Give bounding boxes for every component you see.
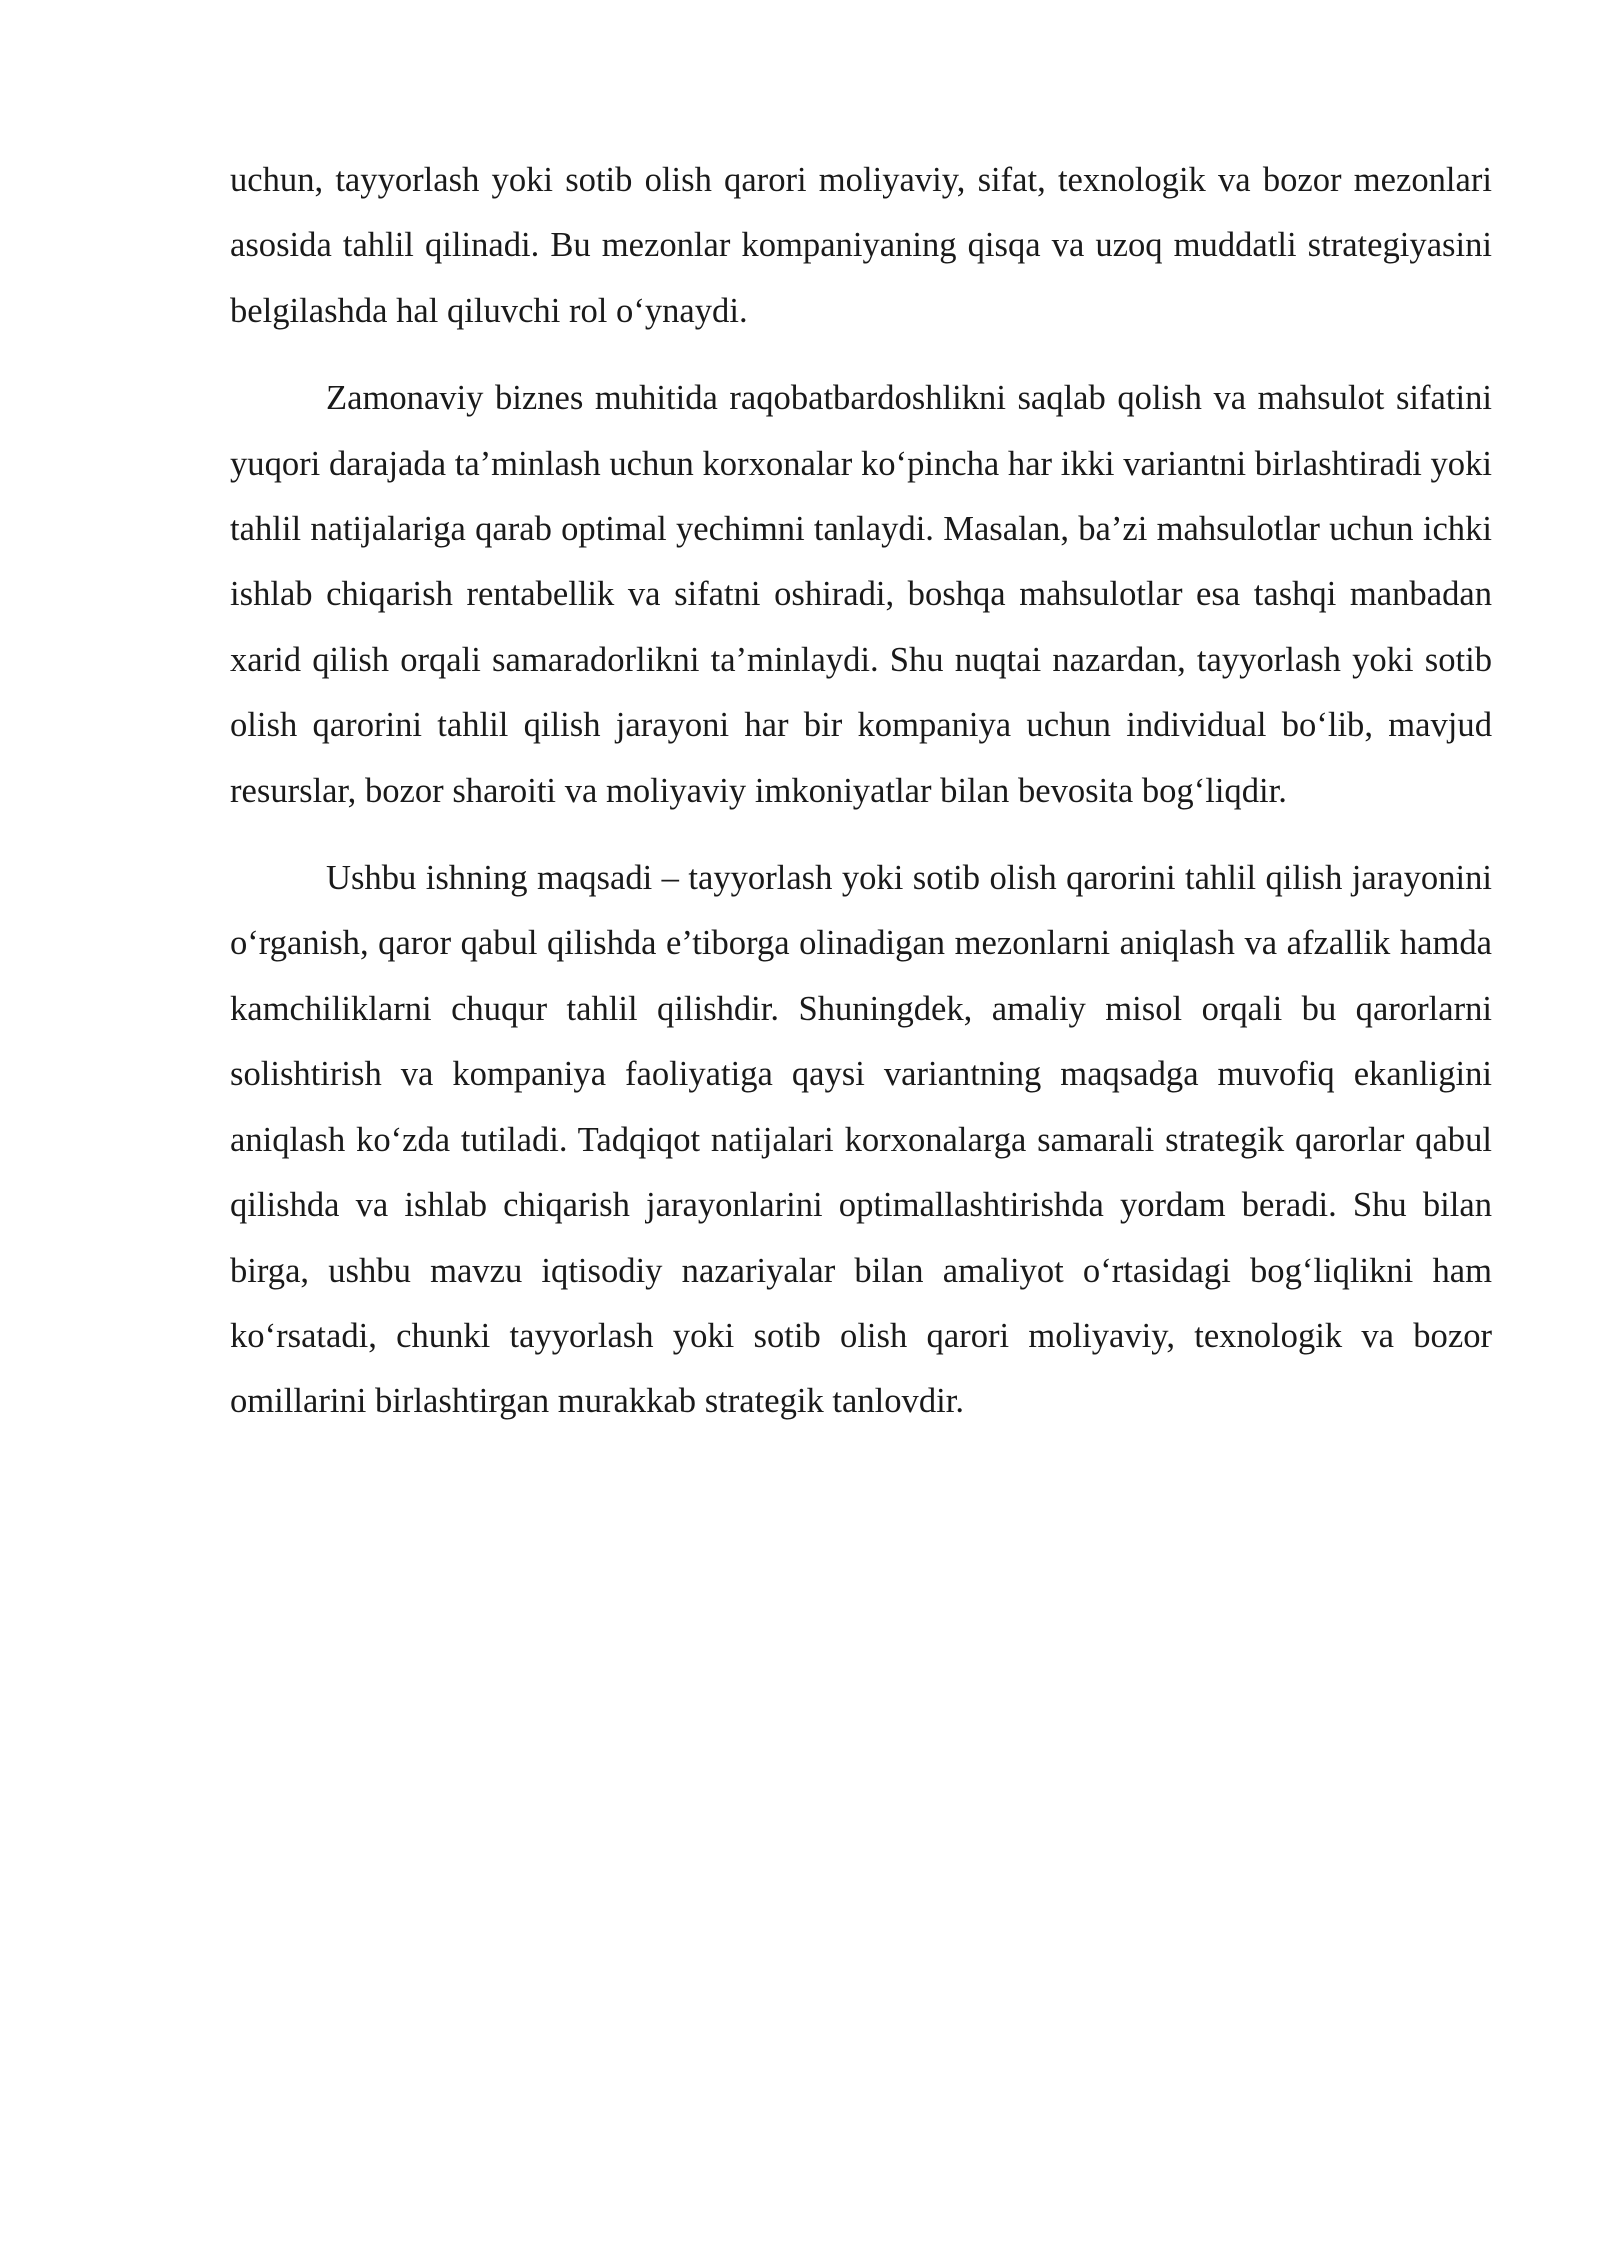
paragraph-business-environment: Zamonaviy biznes muhitida raqobatbardoshlikni saqlab qolish va mahsulot sifatini yuqori darajada ta’minlash uchun korxonalar ko‘pincha har ikki variantni birlashtiradi yoki tahlil natijalariga qarab optimal yechimni tanlaydi. Masalan, ba’zi mahsulotlar uchun ichki ishlab chiqarish rentabellik va sifatni oshiradi, boshqa mahsulotlar esa tashqi manbadan xarid qilish orqali samaradorlikni ta’minlaydi. Shu nuqtai nazardan, tayyorlash yoki sotib olish qarorini tahlil qilish jarayoni har bir kompaniya uchun individual bo‘lib, mavjud resurslar, bozor sharoiti va moliyaviy imkoniyatlar bilan bevosita bog‘liqdir. [230, 379, 1492, 810]
paragraph-work-purpose: Ushbu ishning maqsadi – tayyorlash yoki sotib olish qarorini tahlil qilish jarayonini o‘rganish, qaror qabul qilishda e’tiborga olinadigan mezonlarni aniqlash va afzallik hamda kamchiliklarni chuqur tahlil qilishdir. Shuningdek, amaliy misol orqali bu qarorlarni solishtirish va kompaniya faoliyatiga qaysi variantning maqsadga muvofiq ekanligini aniqlash ko‘zda tutiladi. Tadqiqot natijalari korxonalarga samarali strategik qarorlar qabul qilishda va ishlab chiqarish jarayonlarini optimallashtirishda yordam beradi. Shu bilan birga, ushbu mavzu iqtisodiy nazariyalar bilan amaliyot o‘rtasidagi bog‘liqlikni ham ko‘rsatadi, chunki tayyorlash yoki sotib olish qarori moliyaviy, texnologik va bozor omillarini birlashtirgan murakkab strategik tanlovdir. [230, 859, 1492, 1421]
body-text [230, 148, 1492, 1457]
paragraph-continuation: uchun, tayyorlash yoki sotib olish qarori moliyaviy, sifat, texnologik va bozor mezonlari asosida tahlil qilinadi. Bu mezonlar kompaniyaning qisqa va uzoq muddatli strategiyasini belgilashda hal qiluvchi rol o‘ynaydi. [230, 161, 1492, 330]
